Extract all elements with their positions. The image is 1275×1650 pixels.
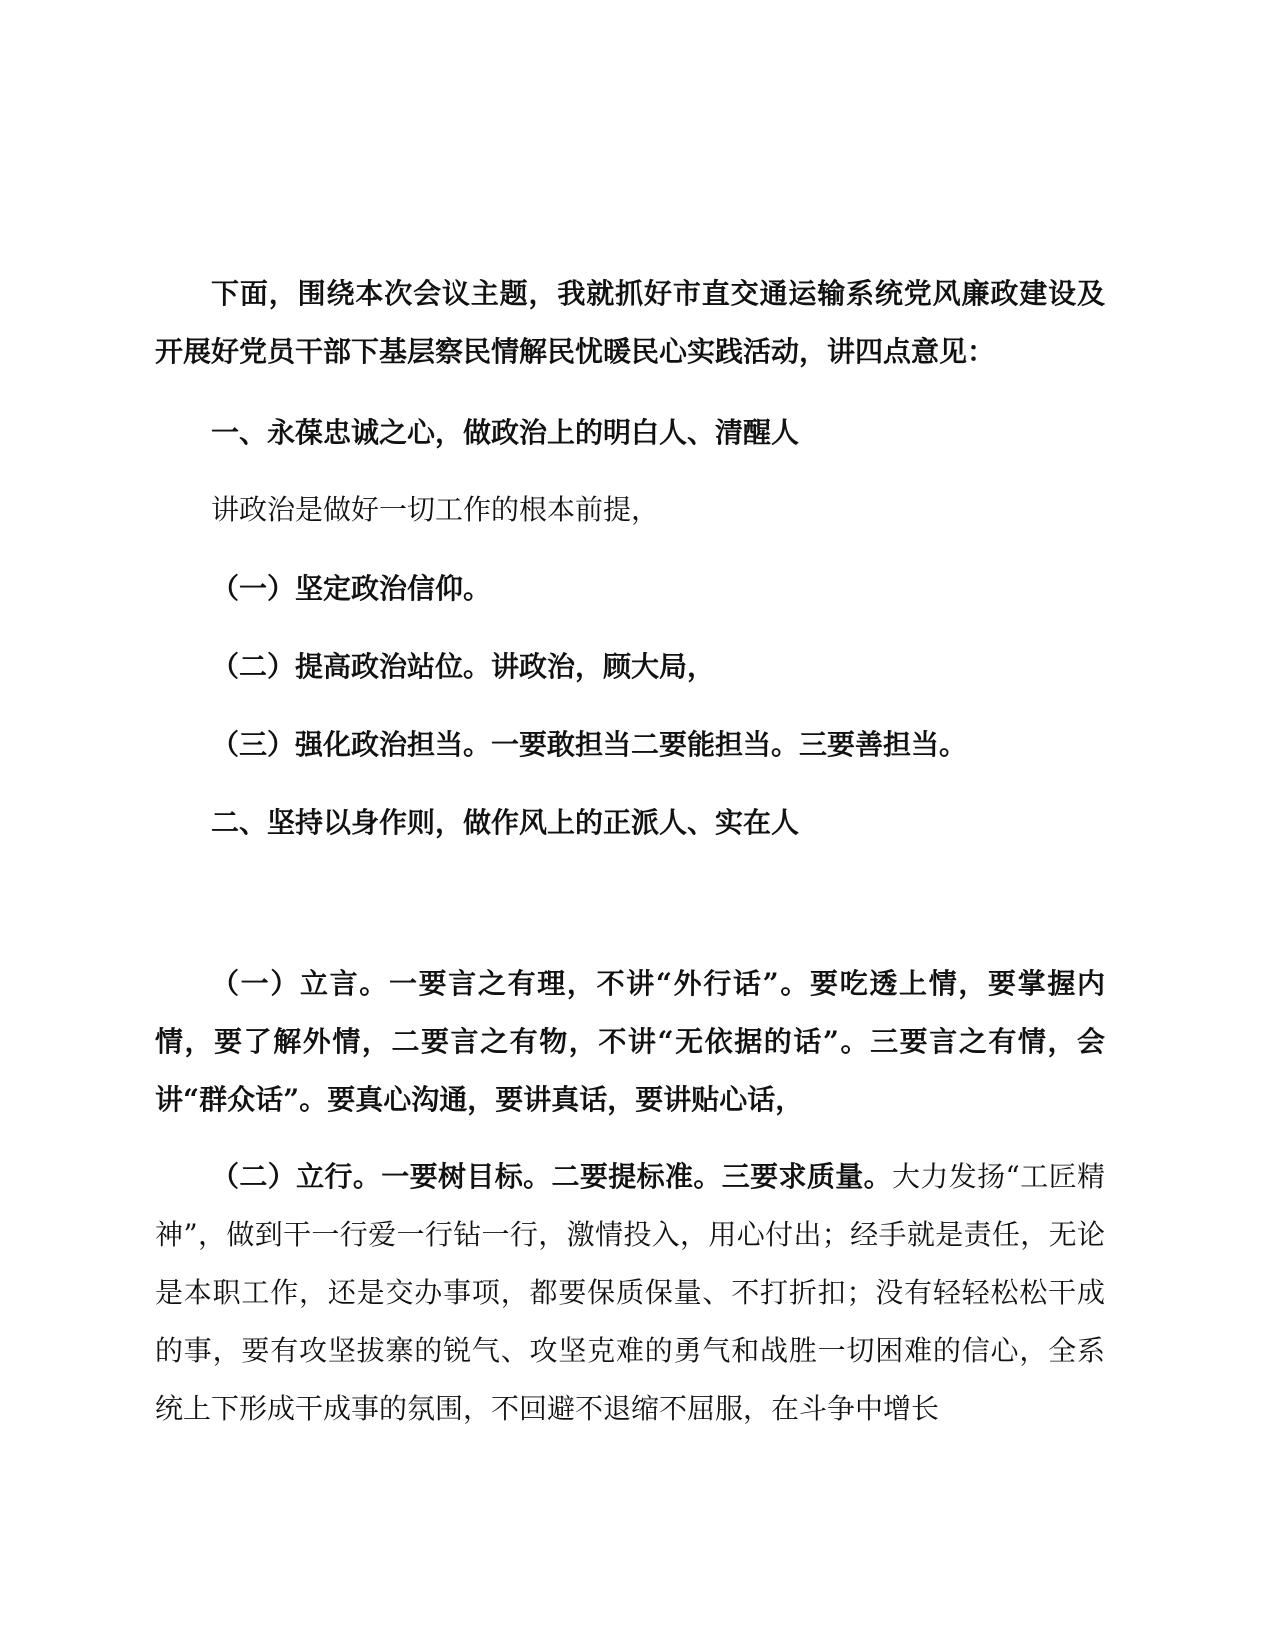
section-one-heading: 一、永葆忠诚之心，做政治上的明白人、清醒人 <box>211 416 800 449</box>
section-one-text: 讲政治是做好一切工作的根本前提， <box>211 493 660 526</box>
section-one-sub1: （一）坚定政治信仰。 <box>211 572 492 605</box>
section-two-heading: 二、坚持以身作则，做作风上的正派人、实在人 <box>211 806 800 839</box>
section-two-sub1: （一）立言。一要言之有理，不讲“外行话”。要吃透上情，要掌握内情，要了解外情，二要言之有物，不讲“无依据的话”。三要言之有情，会讲“群众话”。要真心沟通，要讲真话，要讲贴心话， <box>155 967 1105 1116</box>
section-two-sub2-normal: 大力发扬“工匠精神”，做到干一行爱一行钻一行，激情投入，用心付出；经手就是责任，无论是本职工作，还是交办事项，都要保质保量、不打折扣；没有轻轻松松干成的事，要有攻坚拔寨的锐气、攻坚克难的勇气和战胜一切困难的信心，全系统上下形成干成事的氛围，不回避不退缩不屈服，在斗争中增长 <box>155 1160 1105 1425</box>
section-one-sub2: （二）提高政治站位。讲政治，顾大局， <box>211 650 716 683</box>
intro-paragraph: 下面，围绕本次会议主题，我就抓好市直交通运输系统党风廉政建设及开展好党员干部下基层察民情解民忧暖民心实践活动，讲四点意见： <box>155 277 1105 368</box>
section-two-sub2 <box>155 1148 1105 1438</box>
section-one-sub3: （三）强化政治担当。一要敢担当二要能担当。三要善担当。 <box>211 728 968 761</box>
section-two-sub2-bold: （二）立行。一要树目标。二要提标准。三要求质量。 <box>211 1160 893 1193</box>
